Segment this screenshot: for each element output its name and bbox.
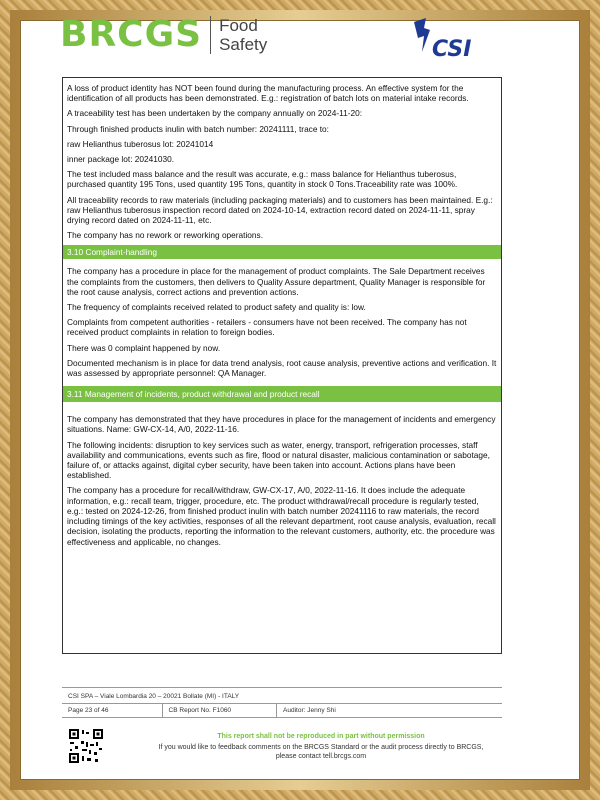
intro-paragraph-6: The test included mass balance and the result was accurate, e.g.: mass balance for Helianthus tuberosus, purchased quantity 195 Tons, used quantity 195 Tons, quantity in stock 0 Tons.Traceability rate was 100%.: [67, 169, 458, 190]
intro-paragraph-4: raw Helianthus tuberosus lot: 20241014: [67, 138, 214, 149]
section-heading-complaint-handling: 3.10 Complaint-handling: [63, 245, 501, 259]
brcgs-logo-subtitle: Food Safety: [219, 15, 268, 54]
incident-paragraph-3: The company has a procedure for recall/withdraw, GW-CX-17, A/0, 2022-11-16. It does include the adequate information, e.g.: recall team, trigger, procedure, etc. The product withdrawal/recall procedure is regularly tested, e.g.: tested on 2024-12-26, from finished product inulin with batch number 20241116 to raw materials, the record including timings of the key activities, responses of all the relevant department, root cause analysis, evaluation, recall decision, isolating the products, reporting the information to the relevant customers, authority, etc. the procedure was effectiveness and applicable, no changes.: [67, 485, 496, 547]
qr-code-icon: [68, 728, 104, 764]
footer-address: CSI SPA – Viale Lombardia 20 – 20021 Bollate (MI) - ITALY: [68, 693, 240, 700]
csi-logo-text: CSI: [432, 37, 472, 62]
intro-paragraph-1: A loss of product identity has NOT been found during the manufacturing process. An effective system for the identification of all products has been demonstrated. E.g.: registration of batch lots on material intake records.: [67, 83, 469, 104]
brcgs-logo-text: BRCGS: [60, 14, 203, 55]
intro-paragraph-3: Through finished products inulin with batch number: 20241111, trace to:: [67, 123, 329, 134]
intro-paragraph-2: A traceability test has been undertaken by the company annually on 2024-11-20:: [67, 108, 363, 119]
reproduction-notice: This report shall not be reproduced in part without permission: [217, 733, 425, 740]
incident-paragraph-1: The company has demonstrated that they have procedures in place for the management of incidents and emergency situations. Name: GW-CX-14, A/0, 2022-11-16.: [67, 414, 496, 435]
complaint-paragraph-1: The company has a procedure in place for the management of product complaints. The Sale Department receives the complaints from the customers, then delivers to Quality Assure department, Quality Manager is responsible for the root cause analysis, correct actions and prevention actions.: [67, 266, 486, 297]
intro-paragraph-5: inner package lot: 20241030.: [67, 154, 175, 165]
complaint-paragraph-3: Complaints from competent authorities - retailers - consumers have not been received. The company has not received product complaints in relation to foreign bodies.: [67, 317, 467, 338]
complaint-paragraph-4: There was 0 complaint happened by now.: [67, 342, 221, 353]
brcgs-logo: [60, 14, 267, 55]
intro-paragraph-8: The company has no rework or reworking operations.: [67, 230, 263, 241]
footer-page-number: Page 23 of 46: [62, 704, 163, 717]
report-content: [62, 77, 502, 654]
brcgs-logo-divider: [210, 16, 211, 54]
complaint-paragraph-2: The frequency of complaints received related to product safety and quality is: low.: [67, 302, 366, 313]
footer-auditor: Auditor: Jenny Shi: [283, 707, 336, 714]
footer-report-number: CB Report No. F1060: [163, 704, 277, 717]
complaint-paragraph-5: Documented mechanism is in place for data trend analysis, root cause analysis, preventive actions and verification. It was assessed by appropriate personnel: QA Manager.: [67, 357, 497, 379]
csi-logo: [408, 16, 480, 68]
section-heading-incident-management: 3.11 Management of incidents, product withdrawal and product recall: [63, 386, 501, 402]
csi-logo-flame: [414, 18, 430, 52]
footer-info-table: [62, 703, 502, 718]
footer-divider: [62, 687, 502, 688]
feedback-notice: If you would like to feedback comments on the BRCGS Standard or the audit process directly to BRCGS, please contact tell.brcgs.com: [158, 744, 484, 760]
incident-paragraph-2: The following incidents: disruption to key services such as water, energy, transport, refrigeration processes, staff availability and communications, events such as fire, flood or natural disaster, malicious contamination or sabotage, failure of, or attacks against, digital cyber security, have been taken into account. Actions plans have been established.: [67, 439, 490, 481]
intro-paragraph-7: All traceability records to raw materials (including packaging materials) and to customers has been maintained. E.g.: raw Helianthus tuberosus inspection record dated on 2024-10-14, extraction record dated on 2024-11-11, spray drying record dated on 2024-11-11, etc.: [67, 194, 493, 226]
